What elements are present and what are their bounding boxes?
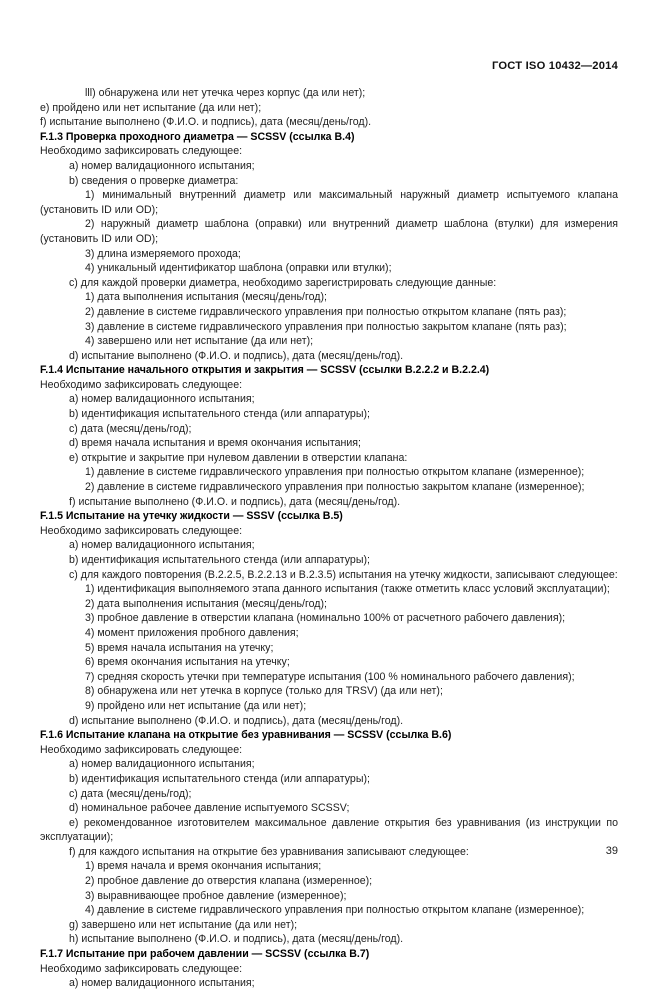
body-line: d) испытание выполнено (Ф.И.О. и подпись), дата (месяц/день/год). <box>69 714 404 727</box>
body-line: d) номинальное рабочее давление испытуемого SCSSV; <box>69 802 350 815</box>
body-line: e) открытие и закрытие при нулевом давлении в отверстии клапана: <box>69 451 408 464</box>
body-paragraph: 1) минимальный внутренний диаметр или максимальный наружный диаметр испытуемого клапана (установить ID или OD); <box>40 189 618 216</box>
body-line: 6) время окончания испытания на утечку; <box>85 656 290 669</box>
body-line: b) сведения о проверке диаметра: <box>69 174 239 187</box>
body-line: 4) завершено или нет испытание (да или нет); <box>85 335 314 348</box>
body-line: 3) длина измеряемого прохода; <box>85 247 241 260</box>
body-line: h) испытание выполнено (Ф.И.О. и подпись), дата (месяц/день/год). <box>69 933 404 946</box>
body-line: 8) обнаружена или нет утечка в корпусе (только для TRSV) (да или нет); <box>85 685 443 698</box>
body-line: Необходимо зафиксировать следующее: <box>40 743 243 756</box>
body-line: d) время начала испытания и время окончания испытания; <box>69 437 361 450</box>
body-line: d) испытание выполнено (Ф.И.О. и подпись), дата (месяц/день/год). <box>69 349 404 362</box>
body-line: 2) пробное давление до отверстия клапана (измеренное); <box>85 875 373 888</box>
section-heading: F.1.4 Испытание начального открытия и закрытия — SCSSV (ссылки B.2.2.2 и B.2.2.4) <box>40 364 490 377</box>
body-line: f) испытание выполнено (Ф.И.О. и подпись), дата (месяц/день/год). <box>40 116 372 129</box>
body-paragraph: e) рекомендованное изготовителем максимальное давление открытия без уравнивания (из инструкции по эксплуатации); <box>40 816 618 844</box>
section-heading: F.1.3 Проверка проходного диаметра — SCSSV (ссылка B.4) <box>40 130 355 143</box>
body-line: e) пройдено или нет испытание (да или нет); <box>40 101 262 114</box>
body-line: b) идентификация испытательного стенда (или аппаратуры); <box>69 554 370 566</box>
body-line: 1) время начала и время окончания испытания; <box>85 860 322 873</box>
body-line: 9) пройдено или нет испытание (да или нет); <box>85 699 307 712</box>
body-line: 1) дата выполнения испытания (месяц/день/год); <box>85 291 327 304</box>
body-line: Необходимо зафиксировать следующее: <box>40 378 243 391</box>
body-line: a) номер валидационного испытания; <box>69 539 255 552</box>
page-number: 39 <box>605 845 618 857</box>
body-line: 1) давление в системе гидравлического управления при полностью открытом клапане (измеренное); <box>85 466 585 479</box>
body-line: c) для каждой проверки диаметра, необходимо зарегистрировать следующие данные: <box>69 276 497 289</box>
section-heading: F.1.6 Испытание клапана на открытие без уравнивания — SCSSV (ссылка B.6) <box>40 729 452 742</box>
body-line: f) для каждого испытания на открытие без уравнивания записывают следующее: <box>69 845 469 858</box>
body-line: Необходимо зафиксировать следующее: <box>40 524 243 537</box>
body-line: 7) средняя скорость утечки при температуре испытания (100 % номинального рабочего давления); <box>85 670 575 683</box>
body-line: 2) давление в системе гидравлического управления при полностью открытом клапане (пять раз); <box>85 305 567 318</box>
body-line: c) дата (месяц/день/год); <box>69 422 192 435</box>
section-heading: F.1.7 Испытание при рабочем давлении — SCSSV (ссылка B.7) <box>40 948 370 961</box>
body-paragraph: 2) наружный диаметр шаблона (оправки) или внутренний диаметр шаблона (втулки) для измерения (установить ID или OD); <box>40 218 618 245</box>
body-line: Необходимо зафиксировать следующее: <box>40 145 243 158</box>
page-header-standard-title: ГОСТ ISO 10432—2014 <box>491 60 618 72</box>
body-line: lll) обнаружена или нет утечка через корпус (да или нет); <box>85 87 366 99</box>
body-line: b) идентификация испытательного стенда (или аппаратуры); <box>69 772 370 785</box>
body-line: 2) дата выполнения испытания (месяц/день/год); <box>85 597 327 610</box>
body-line: f) испытание выполнено (Ф.И.О. и подпись), дата (месяц/день/год). <box>69 495 401 508</box>
section-heading: F.1.5 Испытание на утечку жидкости — SSSV (ссылка B.5) <box>40 510 343 523</box>
body-line: g) завершено или нет испытание (да или нет); <box>69 918 298 931</box>
body-line: 3) пробное давление в отверстии клапана (номинально 100% от расчетного рабочего давления); <box>85 612 566 625</box>
body-line: 4) момент приложения пробного давления; <box>85 626 299 639</box>
body-line: 1) идентификация выполняемого этапа данного испытания (также отметить класс условий эксплуатации); <box>85 583 610 596</box>
body-line: 5) время начала испытания на утечку; <box>85 641 274 654</box>
body-line: c) дата (месяц/день/год); <box>69 787 192 800</box>
body-line: a) номер валидационного испытания; <box>69 977 255 990</box>
body-line: 4) давление в системе гидравлического управления при полностью открытом клапане (измеренное); <box>85 904 585 917</box>
body-line: a) номер валидационного испытания; <box>69 393 255 406</box>
body-line: c) для каждого повторения (B.2.2.5, B.2.2.13 и B.2.3.5) испытания на утечку жидкости, записывают следующее: <box>69 568 618 581</box>
body-line: a) номер валидационного испытания; <box>69 159 255 172</box>
body-line: 3) выравнивающее пробное давление (измеренное); <box>85 889 347 902</box>
body-line: b) идентификация испытательного стенда (или аппаратуры); <box>69 408 370 421</box>
body-line: Необходимо зафиксировать следующее: <box>40 962 243 975</box>
body-line: 2) давление в системе гидравлического управления при полностью закрытом клапане (измеренное); <box>85 481 585 494</box>
body-line: a) номер валидационного испытания; <box>69 758 255 771</box>
body-line: 3) давление в системе гидравлического управления при полностью закрытом клапане (пять раз); <box>85 320 567 333</box>
body-line: 4) уникальный идентификатор шаблона (оправки или втулки); <box>85 262 392 275</box>
